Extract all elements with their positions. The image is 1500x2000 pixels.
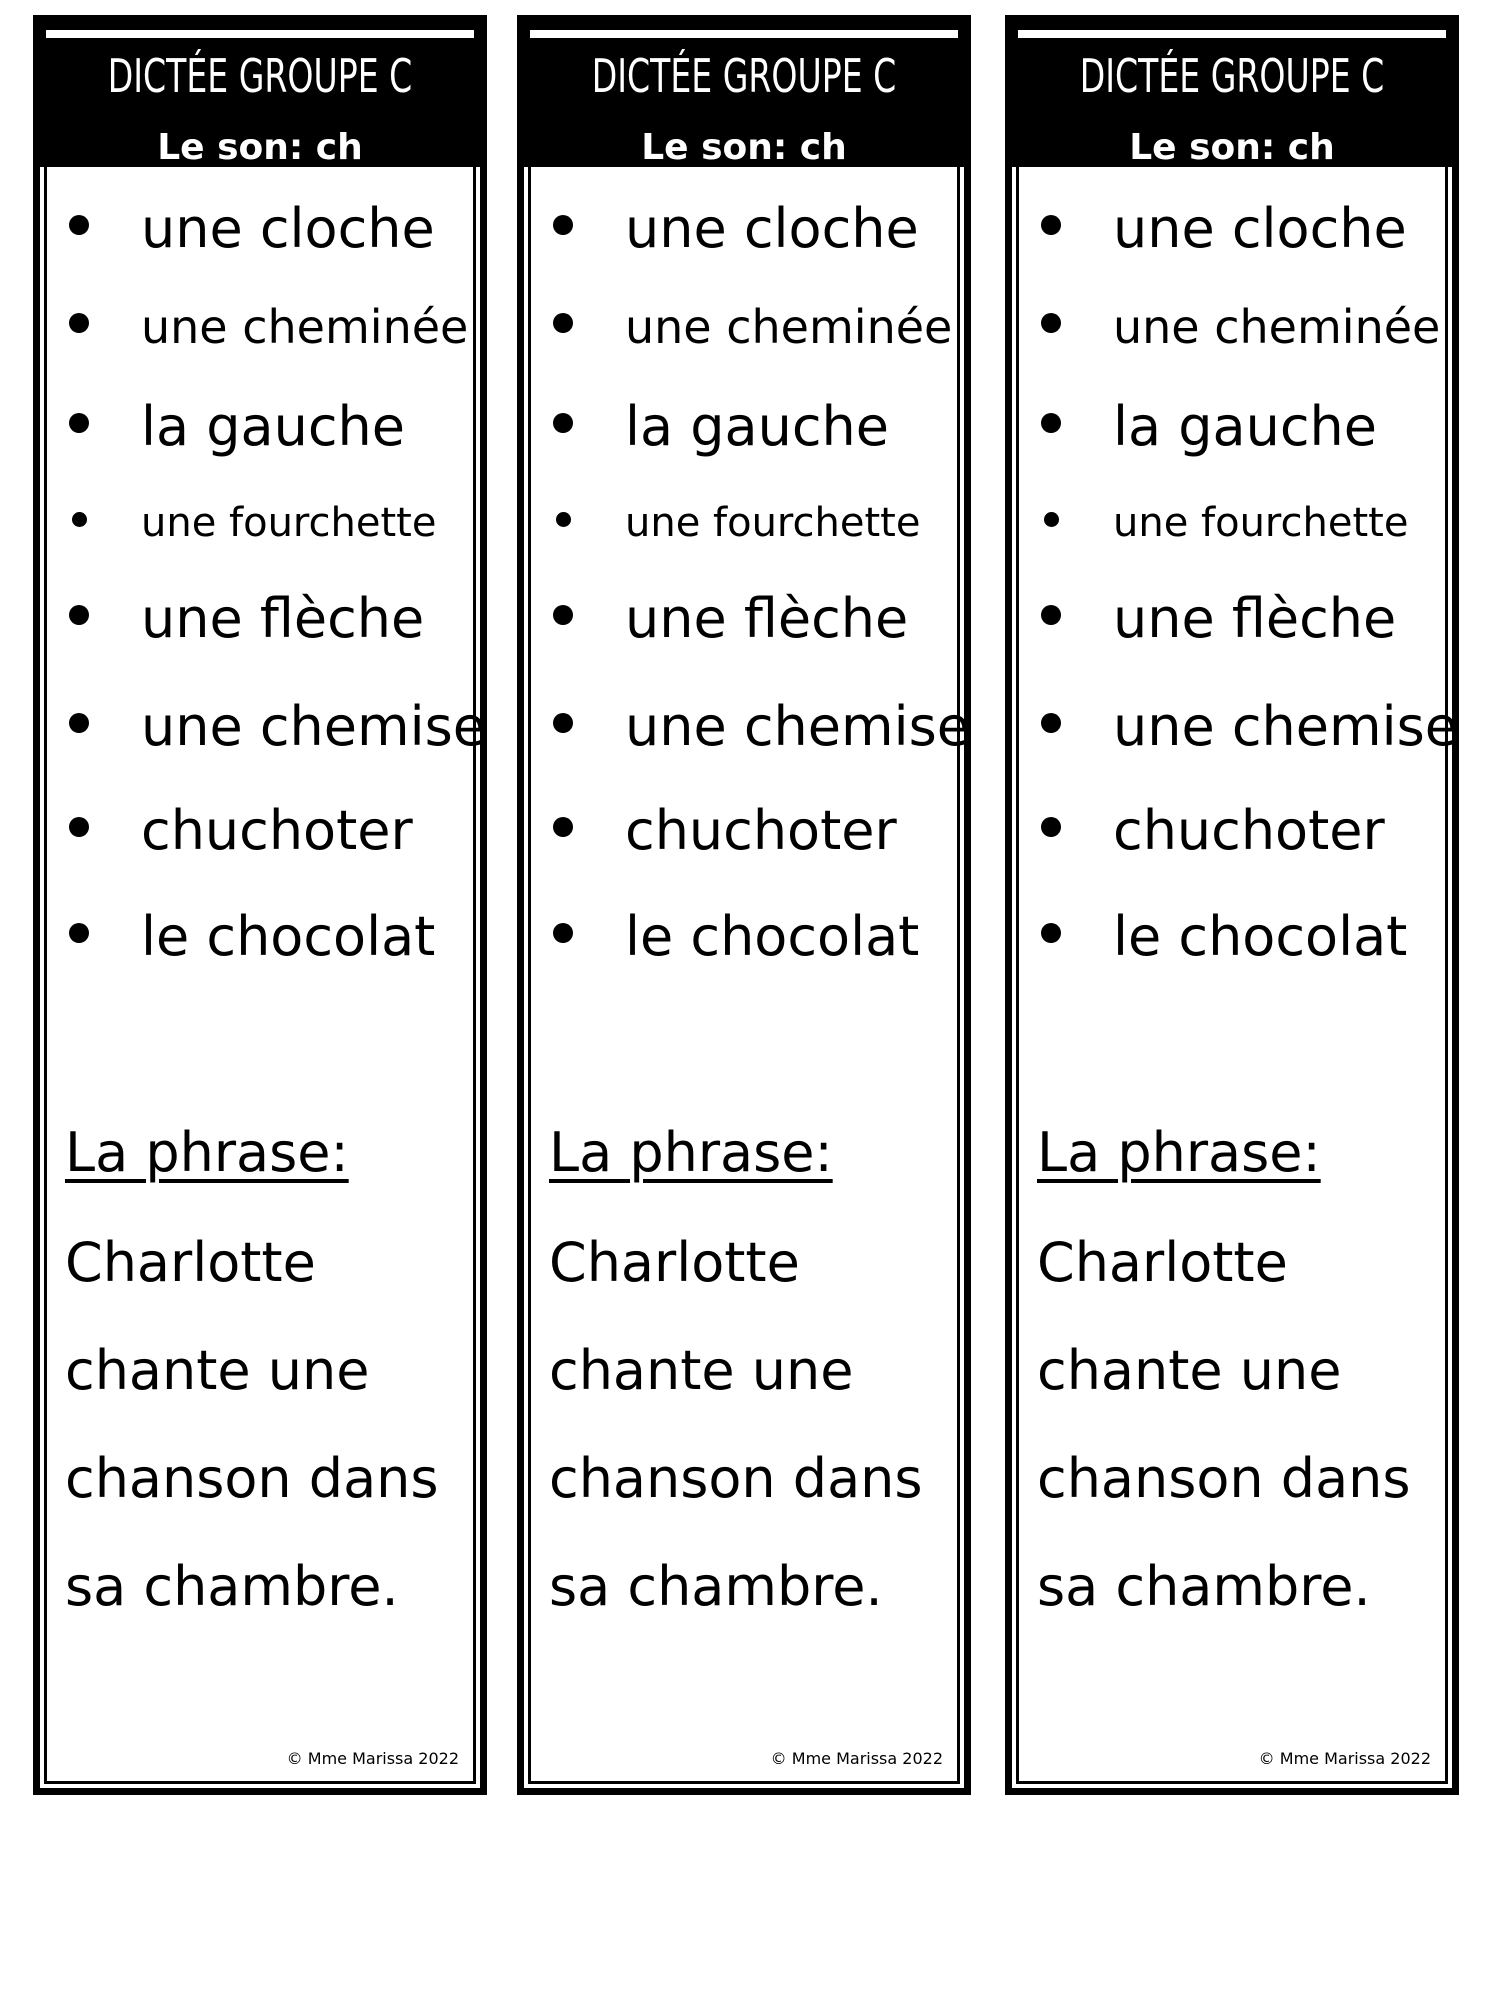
word-text: chuchoter	[1113, 799, 1385, 862]
word-item	[1019, 387, 1445, 467]
phrase-line: chanson dans	[549, 1447, 923, 1510]
word-item	[531, 579, 957, 659]
word-item	[531, 483, 957, 563]
phrase-line: chante une	[65, 1339, 370, 1402]
bullet-icon	[1041, 923, 1061, 943]
card-header	[1012, 22, 1452, 167]
word-text: la gauche	[625, 395, 889, 458]
word-text: une chemise	[625, 695, 970, 758]
phrase-label: La phrase:	[1037, 1121, 1321, 1184]
word-item	[1019, 687, 1458, 767]
phrase-line: chante une	[1037, 1339, 1342, 1402]
phrase-line: chanson dans	[65, 1447, 439, 1510]
bullet-icon	[1044, 512, 1059, 527]
word-text: une flèche	[1113, 587, 1397, 650]
word-text: une chemise	[141, 695, 486, 758]
word-item	[1019, 483, 1445, 563]
word-text: une fourchette	[1113, 500, 1409, 546]
word-item	[531, 387, 957, 467]
copyright-text: © Mme Marissa 2022	[770, 1749, 943, 1768]
card-subtitle: Le son: ch	[157, 127, 363, 168]
bullet-icon	[1041, 413, 1061, 433]
word-text: chuchoter	[625, 799, 897, 862]
bullet-icon	[553, 215, 573, 235]
word-text: une fourchette	[625, 500, 921, 546]
word-text: une cloche	[141, 197, 435, 260]
word-item	[47, 791, 473, 871]
card-title: DICTÉE GROUPE C	[591, 49, 897, 103]
word-item	[1019, 791, 1445, 871]
card-subtitle: Le son: ch	[1129, 127, 1335, 168]
bullet-icon	[69, 313, 89, 333]
word-text: une cloche	[1113, 197, 1407, 260]
word-text: le chocolat	[625, 905, 920, 968]
phrase-line: Charlotte	[1037, 1231, 1288, 1294]
word-item	[47, 897, 473, 977]
card-header	[524, 22, 964, 167]
card-subtitle: Le son: ch	[641, 127, 847, 168]
card-body	[1016, 167, 1458, 1784]
bullet-icon	[69, 215, 89, 235]
word-item	[531, 897, 957, 977]
word-item	[47, 687, 486, 767]
bullet-icon	[1041, 605, 1061, 625]
word-text: la gauche	[141, 395, 405, 458]
phrase-line: Charlotte	[549, 1231, 800, 1294]
word-item	[531, 687, 970, 767]
word-text: une cheminée	[1113, 300, 1441, 354]
phrase-line: Charlotte	[65, 1231, 316, 1294]
word-item	[47, 189, 473, 269]
phrase-line: sa chambre.	[1037, 1555, 1371, 1618]
header-divider	[1018, 30, 1446, 38]
card-body	[44, 167, 486, 1784]
word-item	[1019, 897, 1445, 977]
word-text: une fourchette	[141, 500, 437, 546]
bullet-icon	[556, 512, 571, 527]
bullet-icon	[553, 817, 573, 837]
bullet-icon	[553, 413, 573, 433]
bullet-icon	[553, 713, 573, 733]
word-item	[47, 387, 473, 467]
bullet-icon	[69, 923, 89, 943]
card-title: DICTÉE GROUPE C	[107, 49, 413, 103]
word-item	[47, 483, 473, 563]
bullet-icon	[553, 313, 573, 333]
header-divider	[46, 30, 474, 38]
phrase-label: La phrase:	[549, 1121, 833, 1184]
card-header	[40, 22, 480, 167]
word-item	[1019, 189, 1445, 269]
bullet-icon	[1041, 215, 1061, 235]
phrase-line: sa chambre.	[549, 1555, 883, 1618]
phrase-label: La phrase:	[65, 1121, 349, 1184]
dictation-card-2	[517, 15, 971, 1795]
word-text: chuchoter	[141, 799, 413, 862]
bullet-icon	[69, 413, 89, 433]
word-text: une cloche	[625, 197, 919, 260]
bullet-icon	[1041, 817, 1061, 837]
phrase-line: sa chambre.	[65, 1555, 399, 1618]
word-item	[47, 287, 473, 367]
bullet-icon	[72, 512, 87, 527]
copyright-text: © Mme Marissa 2022	[1258, 1749, 1431, 1768]
word-item	[1019, 287, 1445, 367]
bullet-icon	[69, 605, 89, 625]
bullet-icon	[1041, 713, 1061, 733]
word-item	[531, 189, 957, 269]
card-title: DICTÉE GROUPE C	[1079, 49, 1385, 103]
bullet-icon	[1041, 313, 1061, 333]
phrase-line: chante une	[549, 1339, 854, 1402]
word-text: une flèche	[625, 587, 909, 650]
word-text: une flèche	[141, 587, 425, 650]
bullet-icon	[553, 923, 573, 943]
phrase-line: chanson dans	[1037, 1447, 1411, 1510]
word-item	[47, 579, 473, 659]
bullet-icon	[69, 817, 89, 837]
card-body	[528, 167, 970, 1784]
word-item	[531, 791, 957, 871]
copyright-text: © Mme Marissa 2022	[286, 1749, 459, 1768]
dictation-card-3	[1005, 15, 1459, 1795]
word-text: le chocolat	[1113, 905, 1408, 968]
word-item	[531, 287, 957, 367]
word-text: le chocolat	[141, 905, 436, 968]
word-text: une chemise	[1113, 695, 1458, 758]
bullet-icon	[553, 605, 573, 625]
word-item	[1019, 579, 1445, 659]
word-text: une cheminée	[625, 300, 953, 354]
bullet-icon	[69, 713, 89, 733]
word-text: une cheminée	[141, 300, 469, 354]
dictation-card-1	[33, 15, 487, 1795]
header-divider	[530, 30, 958, 38]
word-text: la gauche	[1113, 395, 1377, 458]
